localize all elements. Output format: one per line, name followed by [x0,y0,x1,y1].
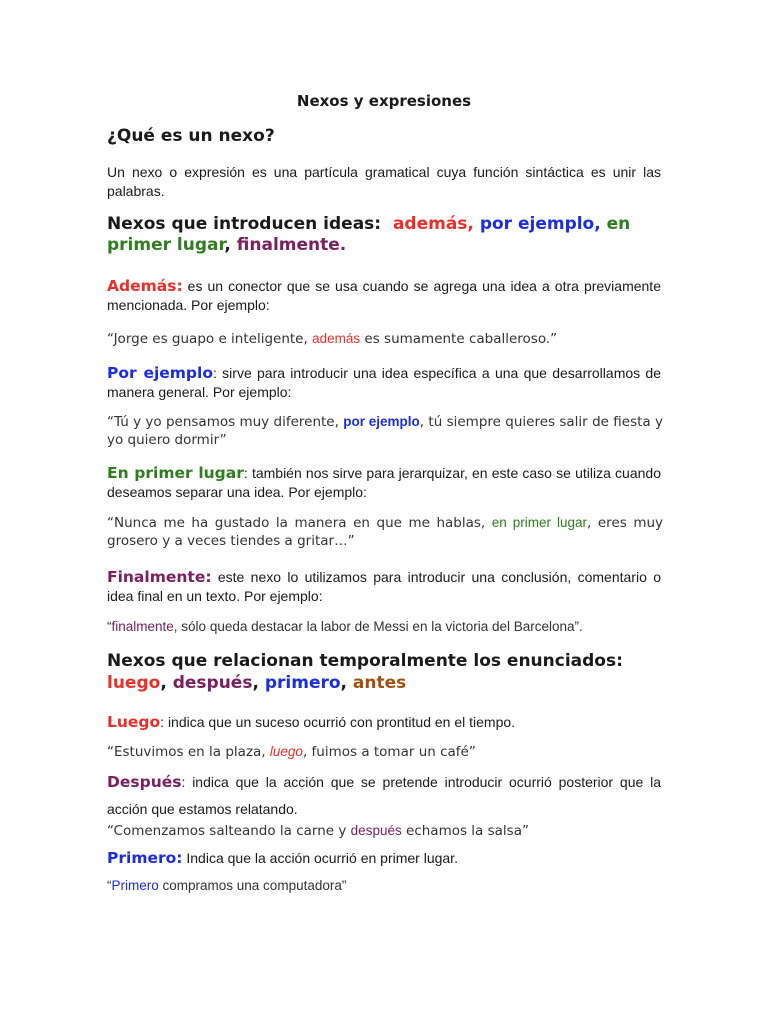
nexo-por-ejemplo: por ejemplo [479,214,595,234]
section-heading-introduce-ideas: Nexos que introducen ideas: además, por ejemplo, en primer lugar, finalmente. [107,214,631,255]
por-ejemplo-paragraph: Por ejemplo: sirve para introducir una idea específica a una que desarrollamos de manera general. Por ejemplo: [107,364,661,400]
nexo-en-primer-lugar: en primer lugar [107,214,631,255]
finalmente-paragraph: Finalmente: este nexo lo utilizamos para introducir una conclusión, comentario o idea final en un texto. Por ejemplo: [107,568,661,604]
example-word-ademas: además [312,331,361,346]
term-luego: Luego [107,713,161,731]
term-ademas: Además: [107,277,183,295]
question-heading: ¿Qué es un nexo? [107,126,275,146]
nexo-ademas: además [392,214,468,234]
en-primer-lugar-example: “Nunca me ha gustado la manera en que me hablas, en primer lugar, eres muy grosero y a veces tiendes a gritar…” [107,515,664,549]
definition-paragraph: Un nexo o expresión es una partícula gramatical cuya función sintáctica es unir las palabras. [107,164,661,199]
despues-paragraph: Después: indica que la acción que se pretende introducir ocurrió posterior que la acción que estamos relatando. [107,773,661,817]
nexo-luego: luego [107,673,161,693]
ademas-example: “Jorge es guapo e inteligente, además es sumamente caballeroso.” [107,331,558,347]
term-despues: Después [107,773,182,791]
example-word-por-ejemplo: por ejemplo [343,414,420,429]
ademas-paragraph: Además: es un conector que se usa cuando se agrega una idea a otra previamente mencionada. Por ejemplo: [107,277,661,313]
section-heading-text: Nexos que relacionan temporalmente los enunciados: [107,651,623,671]
example-word-primero: Primero [111,878,159,893]
example-word-luego: luego [269,744,303,759]
section-heading-temporal: Nexos que relacionan temporalmente los enunciados: luego, después, primero, antes [107,651,623,693]
nexo-finalmente: finalmente [236,235,340,255]
en-primer-lugar-paragraph: En primer lugar: también nos sirve para jerarquizar, en este caso se utiliza cuando deseamos separar una idea. Por ejemplo: [107,464,661,500]
term-primero: Primero: [107,849,183,867]
term-por-ejemplo: Por ejemplo [107,364,213,382]
por-ejemplo-example: “Tú y yo pensamos muy diferente, por ejemplo, tú siempre quieres salir de fiesta y yo quiero dormir” [107,414,663,448]
term-finalmente: Finalmente: [107,568,212,586]
primero-example: “Primero compramos una computadora” [107,878,347,893]
example-word-finalmente: finalmente [111,619,174,634]
despues-example: “Comenzamos salteando la carne y después echamos la salsa” [107,823,529,839]
primero-paragraph: Primero: Indica que la acción ocurrió en primer lugar. [107,849,458,867]
section-heading-text: Nexos que introducen ideas: [107,214,382,234]
luego-paragraph: Luego: indica que un suceso ocurrió con prontitud en el tiempo. [107,713,516,731]
finalmente-example: “finalmente, sólo queda destacar la labor de Messi en la victoria del Barcelona”. [107,619,583,634]
nexo-antes: antes [352,673,407,693]
example-word-en-primer-lugar: en primer lugar [491,515,588,530]
nexo-primero: primero [264,673,341,693]
page-title: Nexos y expresiones [296,92,472,110]
nexo-despues: después [172,673,253,693]
term-en-primer-lugar: En primer lugar [107,464,244,482]
example-word-despues: después [350,823,402,838]
luego-example: “Estuvimos en la plaza, luego, fuimos a tomar un café” [107,744,476,760]
